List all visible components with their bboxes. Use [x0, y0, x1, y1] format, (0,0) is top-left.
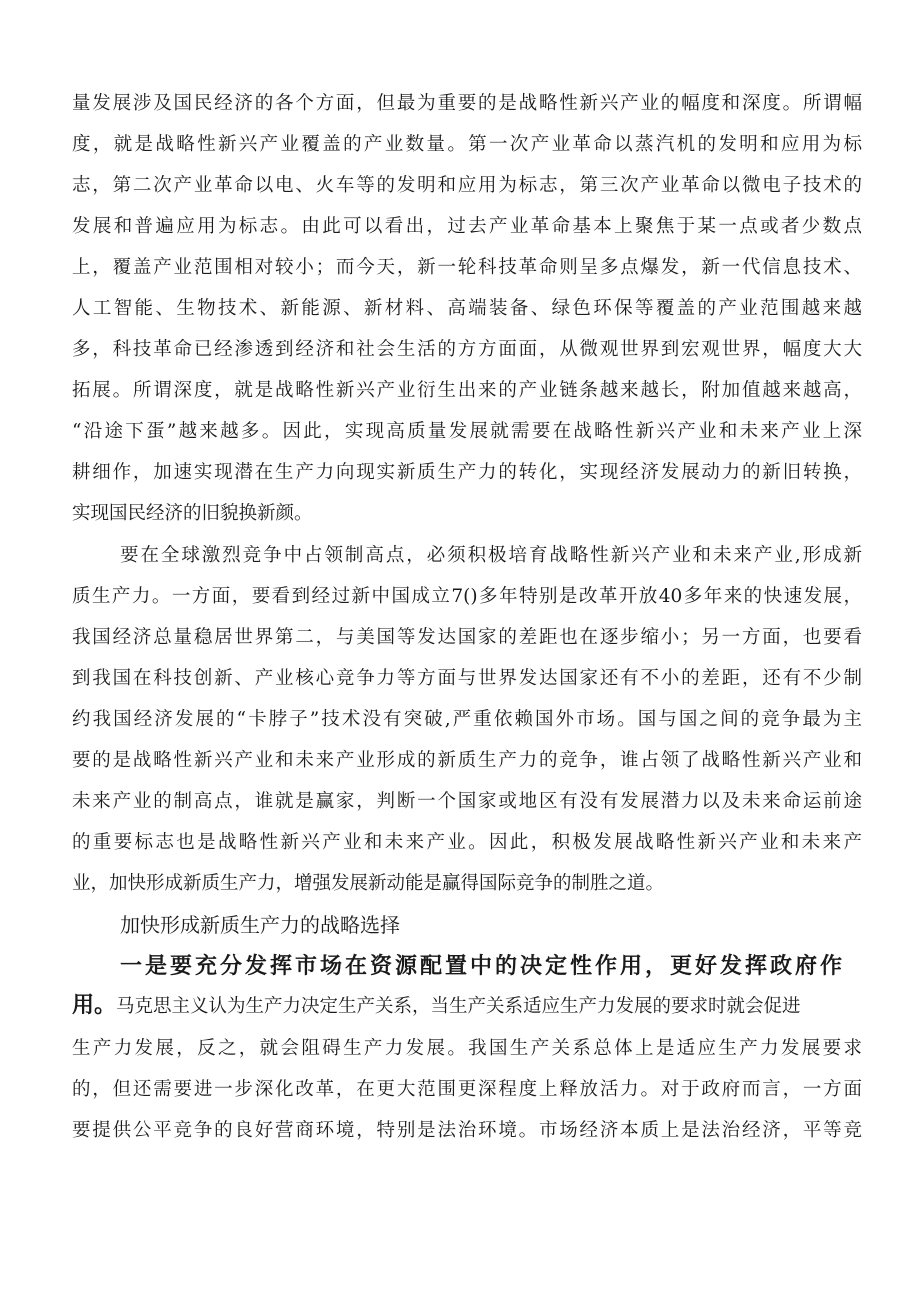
- paragraph-1-line: 量发展涉及国民经济的各个方面，但最为重要的是战略性新兴产业的幅度和深度。所谓幅: [72, 93, 862, 114]
- paragraph-2-line: 我国经济总量稳居世界第二，与美国等发达国家的差距也在逐步缩小；另一方面，也要看: [72, 627, 862, 648]
- paragraph-1-line: 上，覆盖产业范围相对较小；而今天，新一轮科技革命则呈多点爆发，新一代信息技术、: [72, 257, 862, 278]
- paragraph-2-line: 要在全球激烈竞争中占领制高点，必须积极培育战略性新兴产业和未来产业,形成新: [120, 545, 862, 566]
- paragraph-2-line: 的重要标志也是战略性新兴产业和未来产业。因此，积极发展战略性新兴产业和未来产: [72, 832, 862, 853]
- bold-lead: 用。: [72, 992, 117, 1018]
- paragraph-1-line: 发展和普遍应用为标志。由此可以看出，过去产业革命基本上聚焦于某一点或者少数点: [72, 216, 862, 237]
- paragraph-2-line: 要的是战略性新兴产业和未来产业形成的新质生产力的竞争，谁占领了战略性新兴产业和: [72, 750, 862, 771]
- paragraph-3-line: 的，但还需要进一步深化改革，在更大范围更深程度上释放活力。对于政府而言，一方面: [72, 1079, 862, 1100]
- lead-rest: 马克思主义认为生产力决定生产关系，当生产关系适应生产力发展的要求时就会促进: [116, 996, 801, 1017]
- paragraph-1-line: 耕细作，加速实现潜在生产力向现实新质生产力的转化，实现经济发展动力的新旧转换，: [72, 462, 862, 483]
- paragraph-1-line: 人工智能、生物技术、新能源、新材料、高端装备、绿色环保等覆盖的产业范围越来越: [72, 298, 862, 319]
- paragraph-2-line: 业，加快形成新质生产力，增强发展新动能是赢得国际竞争的制胜之道。: [72, 873, 665, 894]
- paragraph-2-line: 质生产力。一方面，要看到经过新中国成立7()多年特别是改革开放40多年来的快速发展，: [72, 586, 862, 607]
- paragraph-1-line: “沿途下蛋”越来越多。因此，实现高质量发展就需要在战略性新兴产业和未来产业上深: [72, 421, 862, 442]
- paragraph-1-line: 拓展。所谓深度，就是战略性新兴产业衍生出来的产业链条越来越长，附加值越来越高，: [72, 380, 862, 401]
- paragraph-1-line: 实现国民经济的旧貌换新颜。: [72, 503, 313, 524]
- paragraph-3-first-line: [72, 992, 862, 1020]
- paragraph-2-line: 未来产业的制高点，谁就是赢家，判断一个国家或地区有没有发展潜力以及未来命运前途: [72, 791, 862, 812]
- bold-subheading: 一是要充分发挥市场在资源配置中的决定性作用，更好发挥政府作: [120, 953, 842, 979]
- paragraph-1-line: 志，第二次产业革命以电、火车等的发明和应用为标志，第三次产业革命以微电子技术的: [72, 175, 862, 196]
- paragraph-3-line: 要提供公平竞争的良好营商环境，特别是法治环境。市场经济本质上是法治经济，平等竞: [72, 1120, 862, 1141]
- paragraph-1-line: 多，科技革命已经渗透到经济和社会生活的方方面面，从微观世界到宏观世界，幅度大大: [72, 339, 862, 360]
- paragraph-2-line: 到我国在科技创新、产业核心竞争力等方面与世界发达国家还有不小的差距，还有不少制: [72, 668, 862, 689]
- paragraph-3-line: 生产力发展，反之，就会阻碍生产力发展。我国生产关系总体上是适应生产力发展要求: [72, 1038, 862, 1059]
- paragraph-2-line: 约我国经济发展的“卡脖子”技术没有突破,严重依赖国外市场。国与国之间的竞争最为主: [72, 709, 862, 730]
- paragraph-1-line: 度，就是战略性新兴产业覆盖的产业数量。第一次产业革命以蒸汽机的发明和应用为标: [72, 134, 862, 155]
- section-heading: 加快形成新质生产力的战略选择: [120, 913, 400, 937]
